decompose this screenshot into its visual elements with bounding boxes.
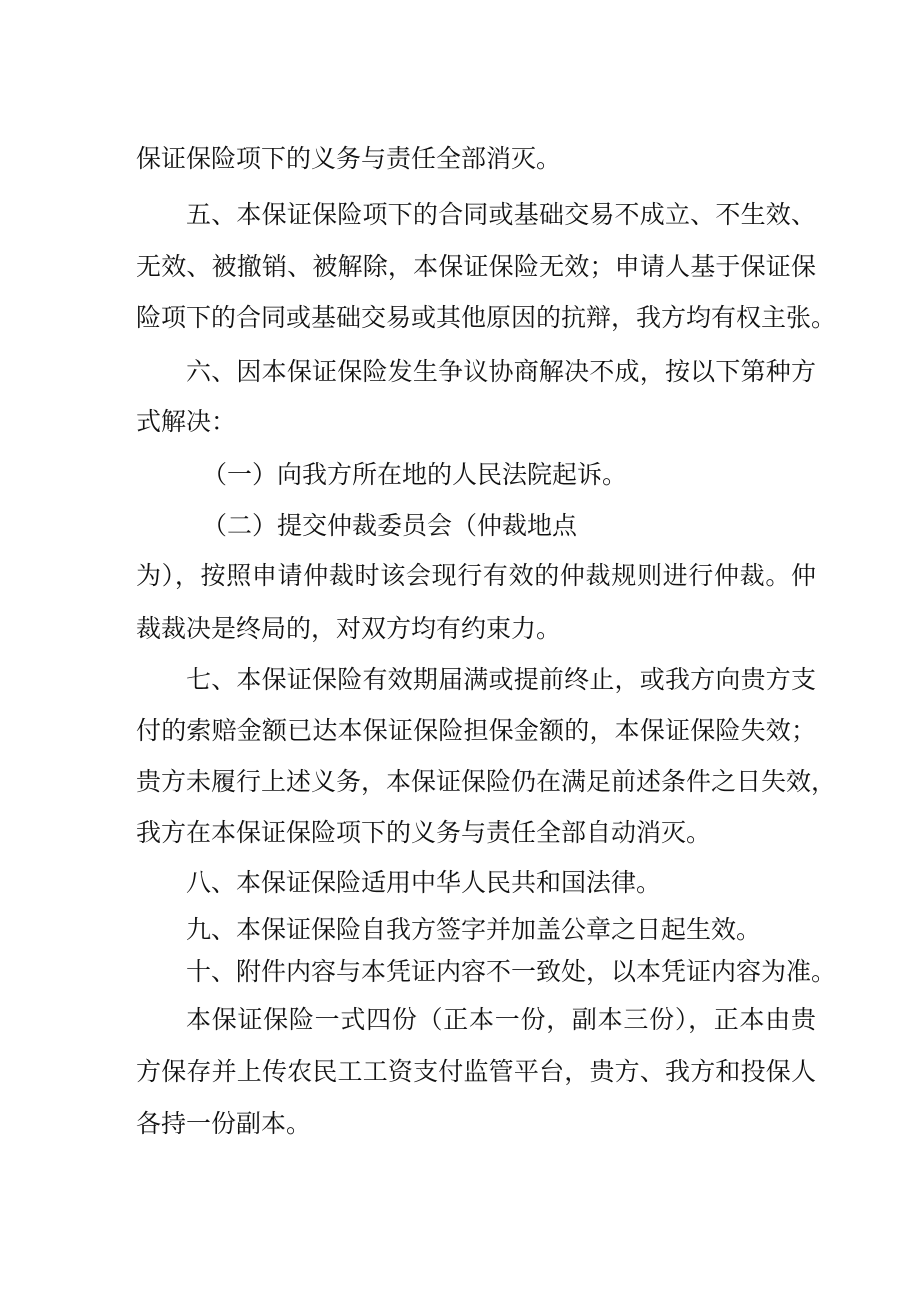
text-line-12: 付的索赔金额已达本保证保险担保金额的，本保证保险失效； bbox=[136, 716, 816, 745]
text-line-10: 裁裁决是终局的，对双方均有约束力。 bbox=[136, 614, 562, 643]
text-line-4: 险项下的合同或基础交易或其他原因的抗辩，我方均有权主张。 bbox=[136, 303, 837, 332]
text-line-20: 各持一份副本。 bbox=[136, 1109, 312, 1138]
text-line-13: 贵方未履行上述义务，本保证保险仍在满足前述条件之日失效， bbox=[136, 767, 837, 796]
text-line-6: 式解决： bbox=[136, 407, 237, 436]
text-line-2: 五、本保证保险项下的合同或基础交易不成立、不生效、 bbox=[186, 200, 816, 229]
text-line-1: 保证保险项下的义务与责任全部消灭。 bbox=[136, 144, 562, 173]
text-line-7: （一）向我方所在地的人民法院起诉。 bbox=[202, 460, 628, 489]
text-line-3: 无效、被撤销、被解除，本保证保险无效；申请人基于保证保 bbox=[136, 252, 816, 281]
text-line-18: 本保证保险一式四份（正本一份，副本三份），正本由贵 bbox=[186, 1005, 816, 1034]
text-line-11: 七、本保证保险有效期届满或提前终止，或我方向贵方支 bbox=[186, 665, 816, 694]
text-line-9: 为），按照申请仲裁时该会现行有效的仲裁规则进行仲裁。仲 bbox=[136, 561, 816, 590]
text-line-17: 十、附件内容与本凭证内容不一致处，以本凭证内容为准。 bbox=[186, 957, 837, 986]
text-line-5: 六、因本保证保险发生争议协商解决不成，按以下第种方 bbox=[186, 357, 816, 386]
text-line-15: 八、本保证保险适用中华人民共和国法律。 bbox=[186, 868, 662, 897]
text-line-19: 方保存并上传农民工工资支付监管平台，贵方、我方和投保人 bbox=[136, 1057, 816, 1086]
text-line-8: （二）提交仲裁委员会（仲裁地点 bbox=[202, 511, 578, 540]
text-line-16: 九、本保证保险自我方签字并加盖公章之日起生效。 bbox=[186, 915, 762, 944]
text-line-14: 我方在本保证保险项下的义务与责任全部自动消灭。 bbox=[136, 818, 712, 847]
